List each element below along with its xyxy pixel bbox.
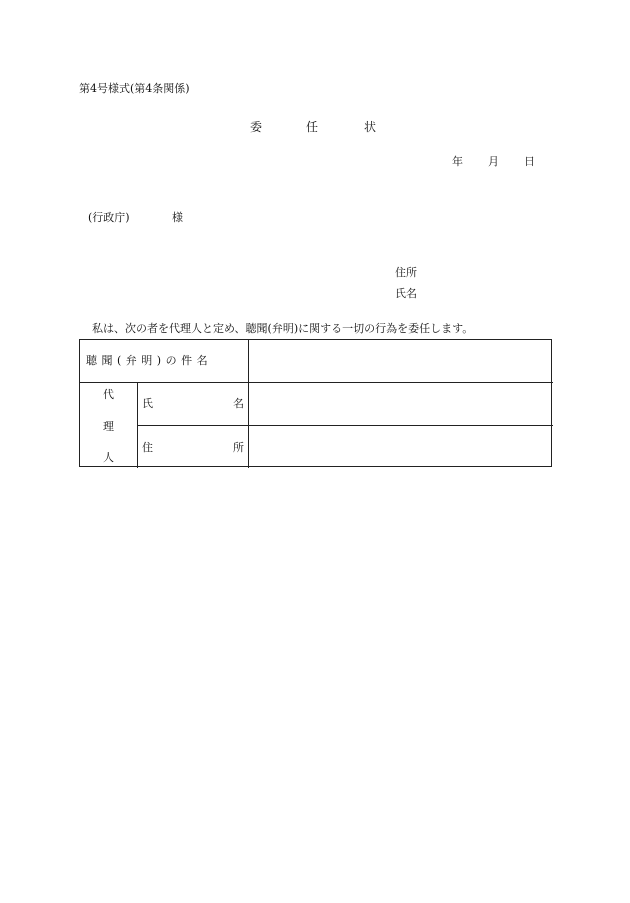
agent-label [80,383,137,468]
agent-name-char-1: 氏 [142,397,153,410]
agent-char-2: 理 [103,420,114,433]
title-char-1: 委 [250,120,263,134]
delegation-statement: 私は、次の者を代理人と定め、聴聞(弁明)に関する一切の行為を委任します。 [92,322,474,335]
form-number: 第4号様式(第4条関係) [79,82,190,95]
date-year-label: 年 [452,155,463,168]
date-day-label: 日 [524,155,535,168]
addressee-label: (行政庁) [88,211,130,224]
agent-address-char-1: 住 [142,441,153,454]
principal-name-label: 氏名 [395,287,417,300]
agent-address-char-2: 所 [233,441,244,454]
agent-char-3: 人 [103,451,114,464]
principal-address-label: 住所 [395,266,417,279]
honorific-label: 様 [172,211,183,224]
agent-name-char-2: 名 [233,397,244,410]
agent-char-1: 代 [103,388,114,401]
matter-title-label: 聴聞(弁明)の件名 [86,354,213,367]
table-divider-horizontal-2 [137,425,553,426]
title-char-2: 任 [306,120,319,134]
title-char-3: 状 [364,120,377,134]
table-divider-vertical-main [248,340,249,468]
date-month-label: 月 [488,155,499,168]
delegation-table [79,339,552,467]
table-divider-horizontal-1 [80,382,553,383]
